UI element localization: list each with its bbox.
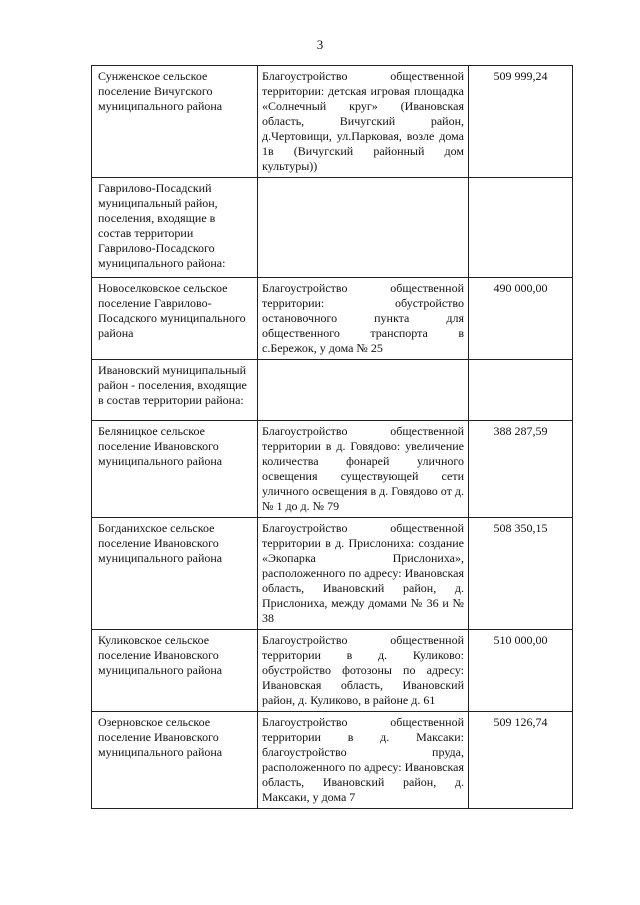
amount-cell: 509 999,24 (469, 66, 573, 178)
table-row (92, 630, 573, 712)
settlement-cell: Куликовское сельское поселение Ивановского муниципального района (92, 630, 258, 712)
subsidy-table (91, 65, 573, 809)
amount-cell (469, 178, 573, 278)
settlement-cell: Сунженское сельское поселение Вичугского муниципального района (92, 66, 258, 178)
settlement-cell: Озерновское сельское поселение Ивановского муниципального района (92, 712, 258, 809)
table-row (92, 421, 573, 518)
settlement-cell: Ивановский муниципальный район - поселения, входящие в состав территории района: (92, 360, 258, 421)
project-cell: Благоустройство общественной территории в д. Куликово: обустройство фотозоны по адресу: Ивановская область, Ивановский район, д. Куликово, в районе д. 61 (258, 630, 469, 712)
table-row (92, 360, 573, 421)
settlement-cell: Богданихское сельское поселение Ивановского муниципального района (92, 518, 258, 630)
amount-cell: 509 126,74 (469, 712, 573, 809)
table-row (92, 518, 573, 630)
table-row (92, 278, 573, 360)
project-cell: Благоустройство общественной территории в д. Максаки: благоустройство пруда, расположенного по адресу: Ивановская область, Ивановский район, д. Максаки, у дома 7 (258, 712, 469, 809)
project-cell: Благоустройство общественной территории в д. Прислониха: создание «Экопарка Прислониха», расположенного по адресу: Ивановская область, Ивановский район, д. Прислониха, между домами № 36 и № 38 (258, 518, 469, 630)
table-row (92, 712, 573, 809)
table-row (92, 66, 573, 178)
project-cell (258, 178, 469, 278)
project-cell (258, 360, 469, 421)
amount-cell: 508 350,15 (469, 518, 573, 630)
project-cell: Благоустройство общественной территории: детская игровая площадка «Солнечный круг» (Ивановская область, Вичугский район, д.Чертовищи, ул.Парковая, возле дома 1в (Вичугский районный дом культуры)) (258, 66, 469, 178)
amount-cell (469, 360, 573, 421)
project-cell: Благоустройство общественной территории: обустройство остановочного пункта для общественного транспорта в с.Бережок, у дома № 25 (258, 278, 469, 360)
amount-cell: 388 287,59 (469, 421, 573, 518)
amount-cell: 490 000,00 (469, 278, 573, 360)
settlement-cell: Беляницкое сельское поселение Ивановского муниципального района (92, 421, 258, 518)
table-row (92, 178, 573, 278)
amount-cell: 510 000,00 (469, 630, 573, 712)
project-cell: Благоустройство общественной территории в д. Говядово: увеличение количества фонарей уличного освещения существующей сети уличного освещения в д. Говядово от д. № 1 до д. № 79 (258, 421, 469, 518)
page-number: 3 (316, 37, 324, 52)
settlement-cell: Гаврилово-Посадский муниципальный район, поселения, входящие в состав территории Гаврилово-Посадского муниципального района: (92, 178, 258, 278)
settlement-cell: Новоселковское сельское поселение Гаврилово-Посадского муниципального района (92, 278, 258, 360)
